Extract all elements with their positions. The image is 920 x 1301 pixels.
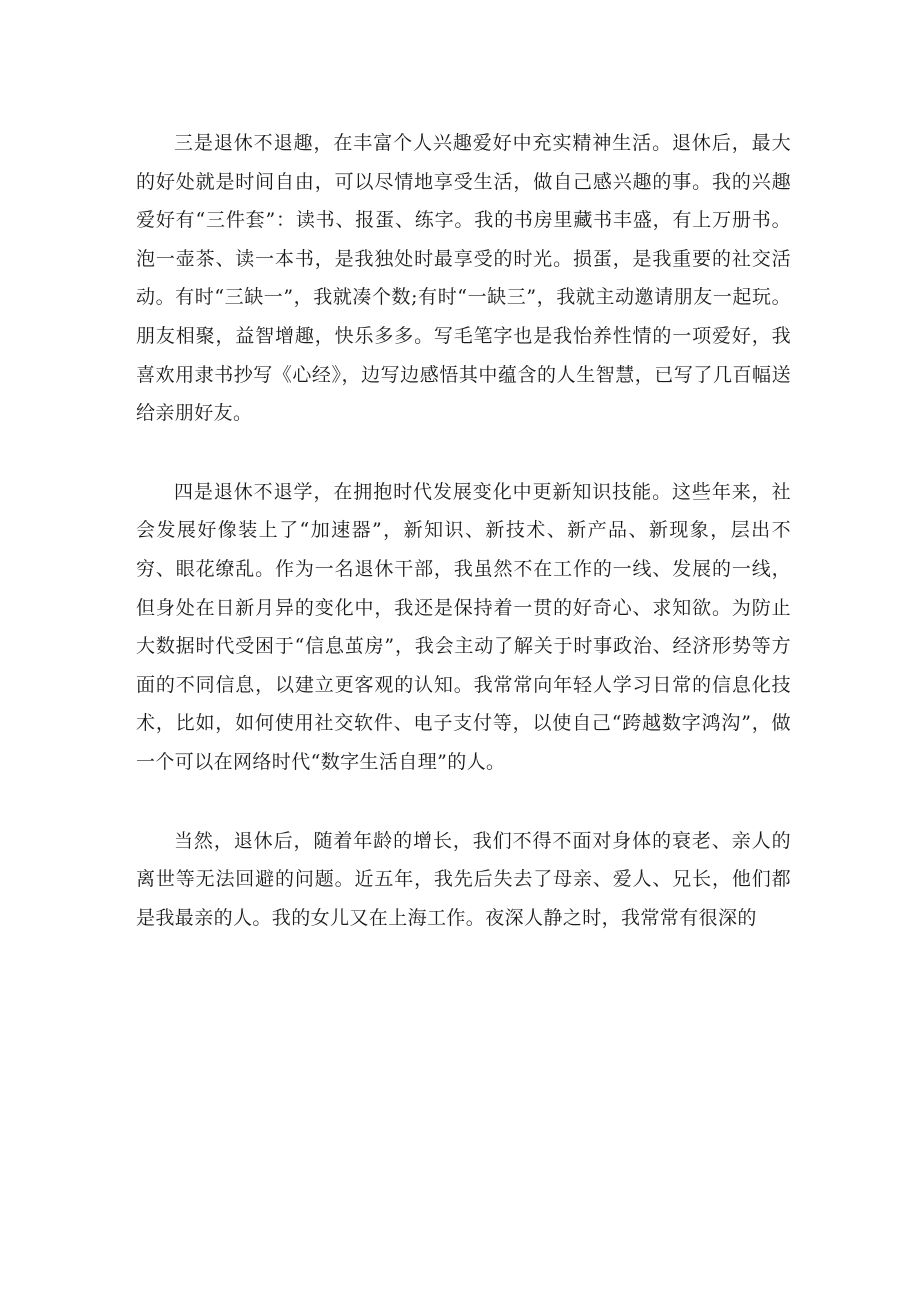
paragraph-aging: 当然，退休后，随着年龄的增长，我们不得不面对身体的衰老、亲人的离世等无法回避的问题。近五年，我先后失去了母亲、爱人、兄长，他们都是我最亲的人。我的女儿又在上海工作。夜深人静之时，我常常有很深的 [136, 829, 791, 929]
paragraph-learning: 四是退休不退学，在拥抱时代发展变化中更新知识技能。这些年来，社会发展好像装上了“加速器”，新知识、新技术、新产品、新现象，层出不穷、眼花缭乱。作为一名退休干部，我虽然不在工作的一线、发展的一线，但身处在日新月异的变化中，我还是保持着一贯的好奇心、求知欲。为防止大数据时代受困于“信息茧房”，我会主动了解关于时事政治、经济形势等方面的不同信息，以建立更客观的认知。我常常向年轻人学习日常的信息化技术，比如，如何使用社交软件、电子支付等，以使自己“跨越数字鸿沟”，做一个可以在网络时代“数字生活自理”的人。 [136, 480, 791, 773]
paragraph-hobbies: 三是退休不退趣，在丰富个人兴趣爱好中充实精神生活。退休后，最大的好处就是时间自由，可以尽情地享受生活，做自己感兴趣的事。我的兴趣爱好有“三件套”：读书、报蛋、练字。我的书房里藏书丰盛，有上万册书。泡一壶茶、读一本书，是我独处时最享受的时光。损蛋，是我重要的社交活动。有时“三缺一”，我就凑个数;有时“一缺三”，我就主动邀请朋友一起玩。朋友相聚，益智增趣，快乐多多。写毛笔字也是我怡养性情的一项爱好，我喜欢用隶书抄写《心经》，边写边感悟其中蕴含的人生智慧，已写了几百幅送给亲朋好友。 [136, 132, 791, 425]
document-body [136, 124, 791, 937]
